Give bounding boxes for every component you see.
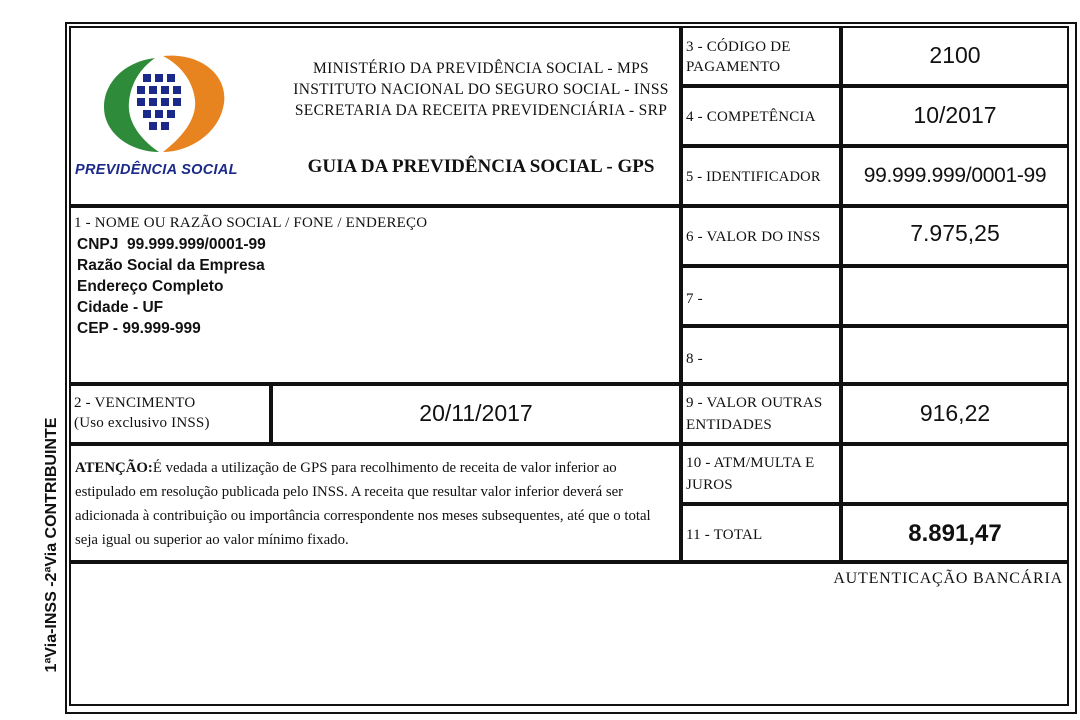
field-6-label: 6 - VALOR DO INSS bbox=[686, 229, 821, 245]
inss-value: 7.975,25 bbox=[910, 220, 1000, 246]
total-value: 8.891,47 bbox=[908, 520, 1002, 547]
payer-address: Endereço Completo bbox=[77, 278, 224, 295]
field-6-label-box bbox=[681, 206, 841, 266]
previdencia-logo bbox=[93, 48, 233, 158]
field-2-label-line2: (Uso exclusivo INSS) bbox=[74, 415, 210, 431]
field-3-label-line2: PAGAMENTO bbox=[686, 59, 781, 75]
field-8-label-box bbox=[681, 326, 841, 384]
field-1-box bbox=[69, 206, 681, 384]
field-4-label: 4 - COMPETÊNCIA bbox=[686, 109, 816, 125]
cnpj-value: 99.999.999/0001-99 bbox=[126, 236, 266, 253]
authentication-box bbox=[69, 562, 1069, 706]
payer-info bbox=[77, 234, 266, 339]
notice-body: É vedada a utilização de GPS para recolhimento de receita de valor inferior ao estipulado em resolução publicada pelo INSS. A receita que resultar valor inferior deverá ser adicionada à contribuição ou importância correspondente nos meses subsequentes, até que o total seja igual ou superior ao valor mínimo fixado. bbox=[75, 460, 651, 548]
field-10-label-line2: JUROS bbox=[686, 477, 733, 493]
field-9-label-line1: 9 - VALOR OUTRAS bbox=[686, 395, 823, 411]
field-10-label-line1: 10 - ATM/MULTA E bbox=[686, 455, 815, 471]
payment-code-value: 2100 bbox=[929, 42, 981, 68]
field-7-value-box bbox=[841, 266, 1069, 326]
field-2-label-line1: 2 - VENCIMENTO bbox=[74, 395, 196, 411]
identifier-value: 99.999.999/0001-99 bbox=[863, 164, 1047, 187]
other-entities-value: 916,22 bbox=[919, 400, 991, 426]
field-1-label: 1 - NOME OU RAZÃO SOCIAL / FONE / ENDEREÇO bbox=[74, 215, 428, 231]
field-7-label-box bbox=[681, 266, 841, 326]
authentication-label: AUTENTICAÇÃO BANCÁRIA bbox=[833, 570, 1063, 587]
gps-form bbox=[65, 22, 1075, 712]
document-title: GUIA DA PREVIDÊNCIA SOCIAL - GPS bbox=[307, 156, 655, 177]
notice-text bbox=[75, 456, 675, 552]
field-5-label: 5 - IDENTIFICADOR bbox=[686, 169, 821, 185]
field-3-label-line1: 3 - CÓDIGO DE bbox=[686, 39, 791, 55]
field-10-value-box bbox=[841, 444, 1069, 504]
field-11-value-box bbox=[841, 504, 1069, 562]
header-line-srp: SECRETARIA DA RECEITA PREVIDENCIÁRIA - SRP bbox=[294, 102, 668, 119]
field-9-label-box bbox=[681, 384, 841, 444]
field-9-value-box bbox=[841, 384, 1069, 444]
field-11-label-box bbox=[681, 504, 841, 562]
cnpj-label: CNPJ bbox=[77, 236, 119, 253]
payer-city: Cidade - UF bbox=[77, 299, 164, 316]
side-label-text: 1ªVia-INSS -2ªVia CONTRIBUINTE bbox=[43, 417, 60, 673]
payer-name: Razão Social da Empresa bbox=[77, 257, 265, 274]
header-line-ministry: MINISTÉRIO DA PREVIDÊNCIA SOCIAL - MPS bbox=[313, 60, 649, 77]
notice-box bbox=[69, 444, 681, 562]
field-9-label-line2: ENTIDADES bbox=[686, 417, 772, 433]
field-5-value-box bbox=[841, 146, 1069, 206]
field-8-label: 8 - bbox=[686, 351, 703, 367]
field-7-label: 7 - bbox=[686, 291, 703, 307]
field-8-value-box bbox=[841, 326, 1069, 384]
field-2-value-box bbox=[271, 384, 681, 444]
header-institutions bbox=[271, 58, 691, 121]
field-4-value-box bbox=[841, 86, 1069, 146]
brand-text: PREVIDÊNCIA SOCIAL bbox=[75, 162, 238, 178]
notice-bold: ATENÇÃO: bbox=[75, 460, 153, 476]
header-line-inss: INSTITUTO NACIONAL DO SEGURO SOCIAL - INSS bbox=[293, 81, 669, 98]
field-3-value-box bbox=[841, 26, 1069, 86]
field-10-label-box bbox=[681, 444, 841, 504]
competence-value: 10/2017 bbox=[913, 102, 997, 128]
field-4-label-box bbox=[681, 86, 841, 146]
field-3-label-box bbox=[681, 26, 841, 86]
field-5-label-box bbox=[681, 146, 841, 206]
payer-cep: CEP - 99.999-999 bbox=[77, 320, 201, 337]
header-box bbox=[69, 26, 681, 206]
field-6-value-box bbox=[841, 206, 1069, 266]
payer-cnpj bbox=[77, 234, 266, 255]
field-2-label-box bbox=[69, 384, 271, 444]
field-11-label: 11 - TOTAL bbox=[686, 527, 763, 543]
due-date-value: 20/11/2017 bbox=[419, 400, 533, 426]
